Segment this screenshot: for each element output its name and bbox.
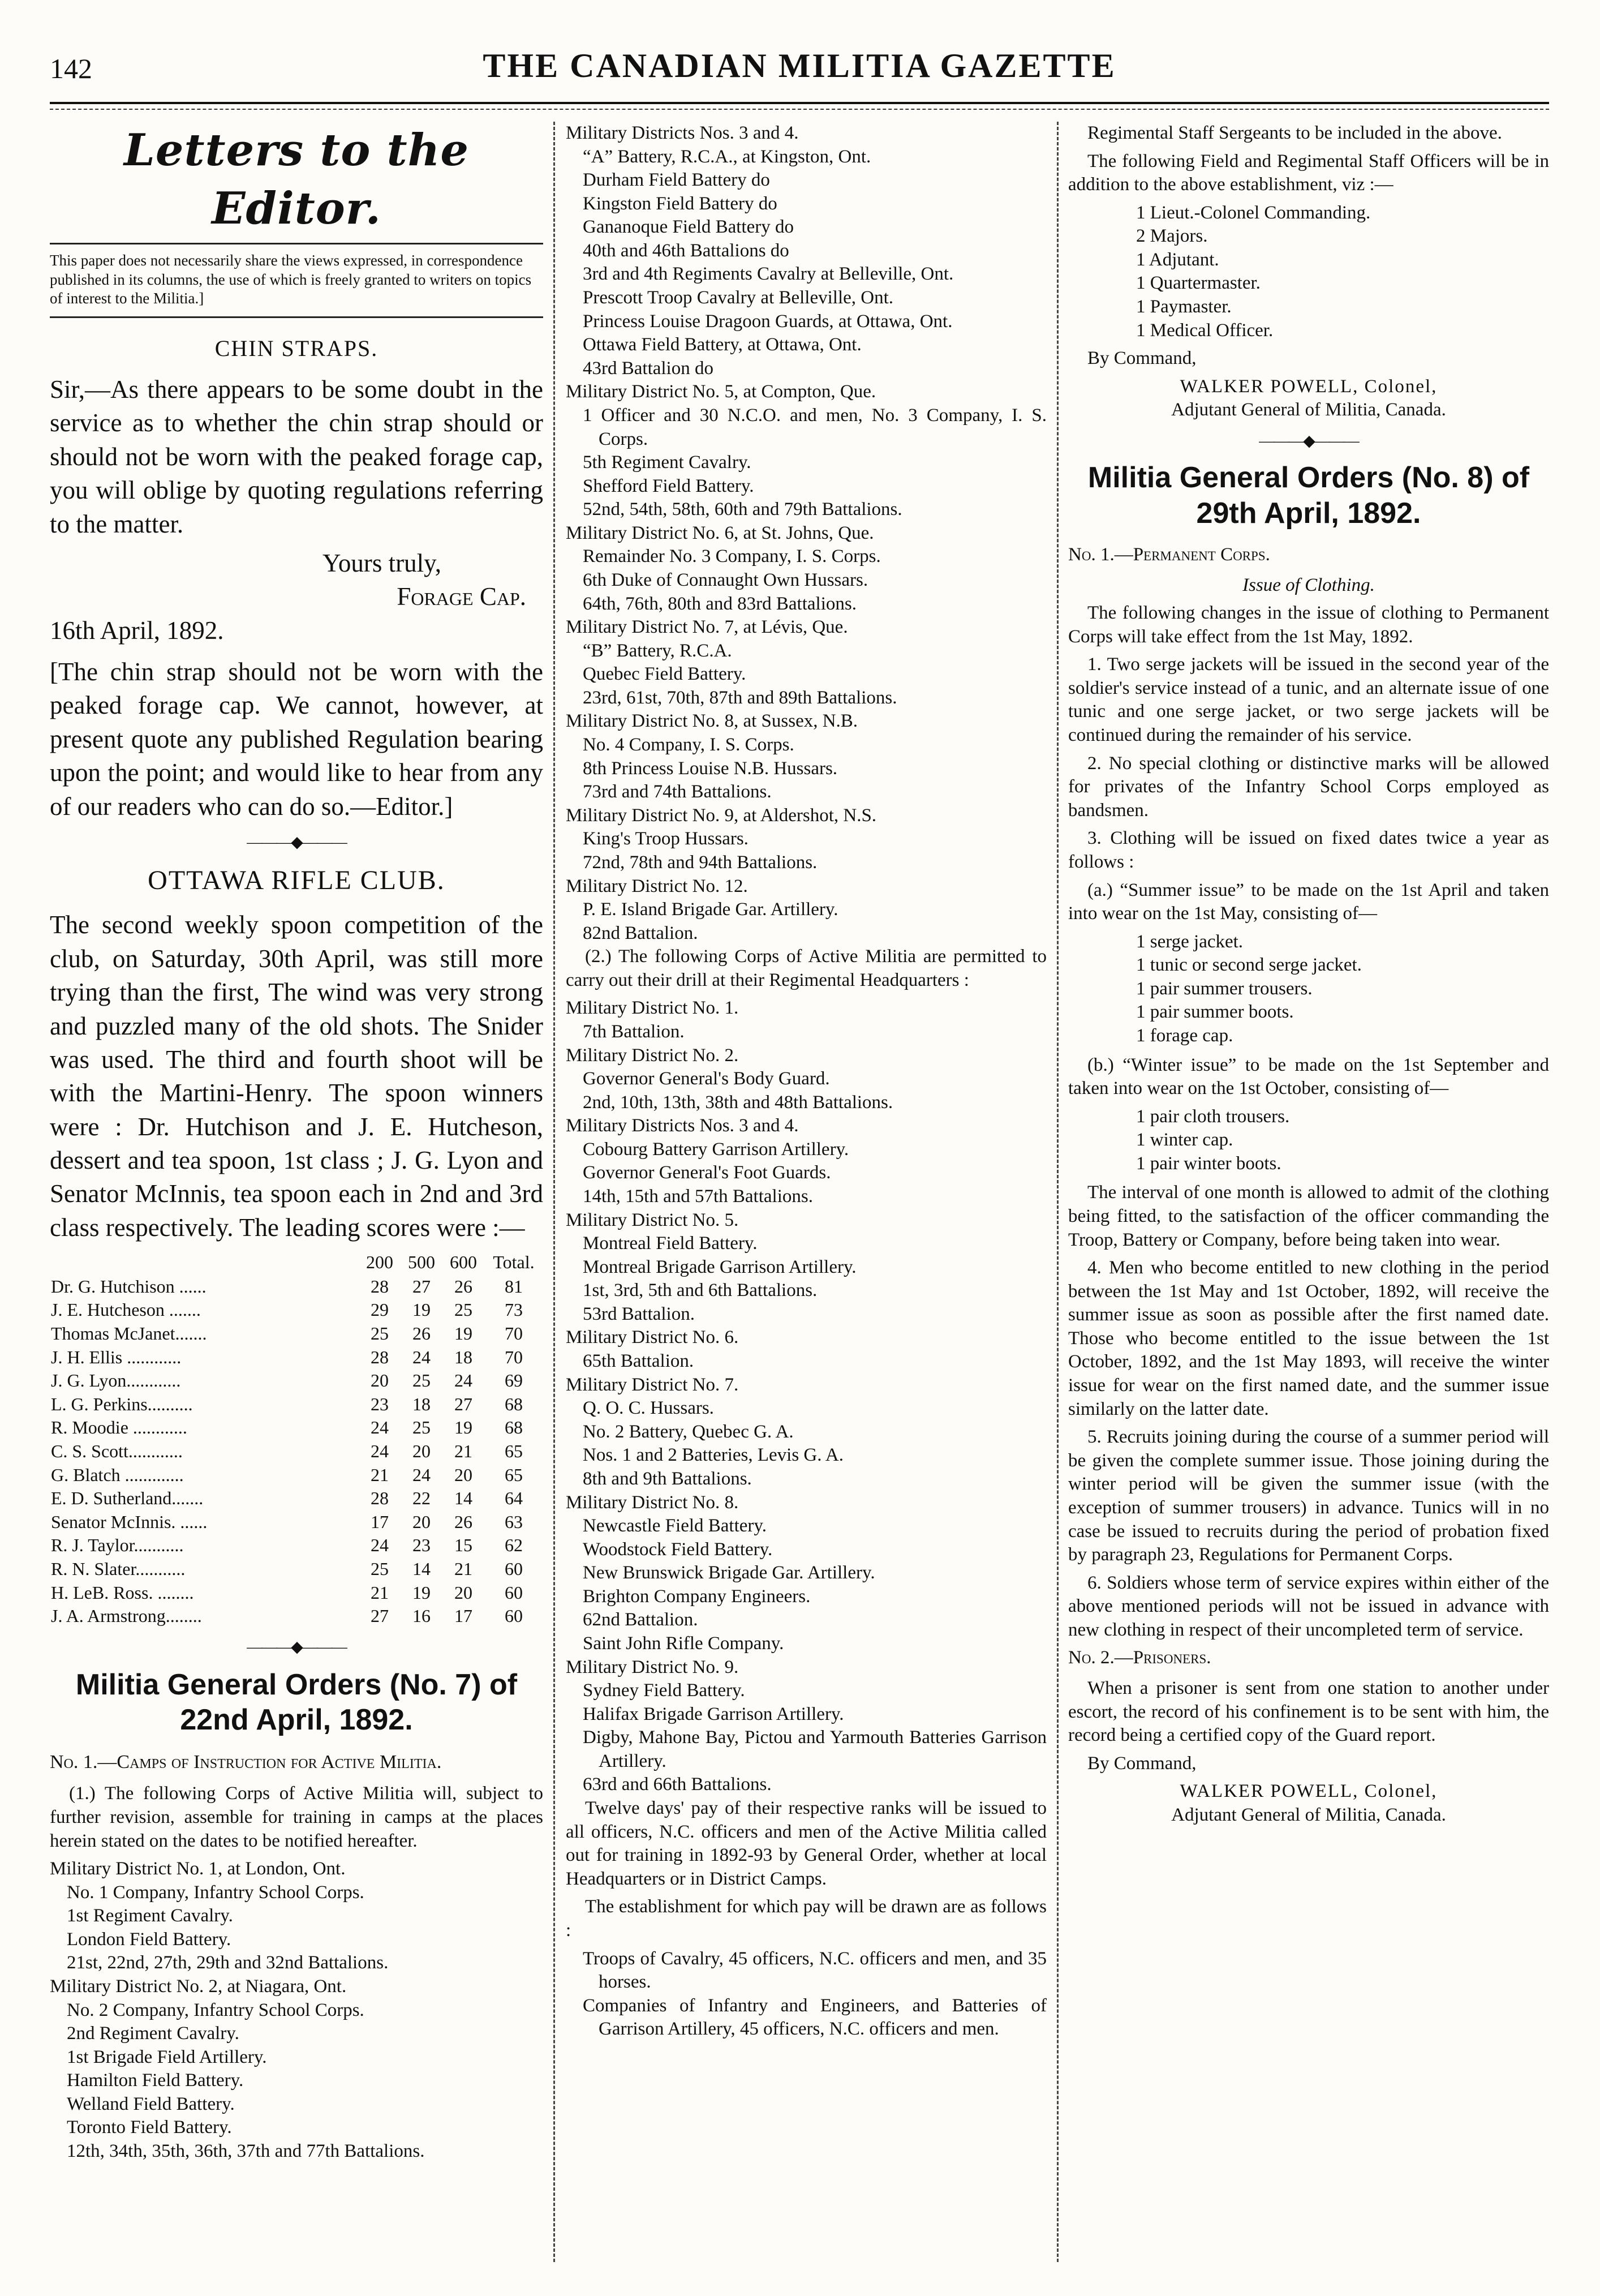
unit-line: Troops of Cavalry, 45 officers, N.C. officers and men, and 35 horses. — [583, 1948, 1047, 1993]
district-line: Military District No. 1. — [566, 998, 739, 1019]
district-line: Military Districts Nos. 3 and 4. — [566, 123, 799, 143]
score-cell: 18 — [412, 1393, 431, 1414]
score-cell: 25 — [412, 1370, 431, 1391]
column-divider-1 — [553, 122, 555, 2262]
unit-line: 43rd Battalion do — [583, 358, 713, 379]
scores-header-cell: 500 — [408, 1252, 435, 1273]
by-command: By Command, — [1087, 348, 1197, 369]
score-cell: Dr. G. Hutchison ...... — [51, 1276, 207, 1297]
paragraph: Twelve days' pay of their respective ranks will be issued to all officers, N.C. officers and men of the Active Militia called out for training in 1892-93 by General Order, whether at local Headquarters or in District Camps. — [566, 1798, 1047, 1889]
score-cell: 29 — [371, 1299, 389, 1320]
score-cell: 25 — [454, 1299, 472, 1320]
score-cell: L. G. Perkins.......... — [51, 1393, 193, 1414]
unit-line: New Brunswick Brigade Gar. Artillery. — [583, 1563, 875, 1583]
issue-of-clothing-heading: Issue of Clothing. — [1242, 574, 1375, 595]
score-row — [50, 1557, 543, 1581]
unit-line: 1 Officer and 30 N.C.O. and men, No. 3 Company, I. S. Corps. — [583, 405, 1047, 449]
score-row — [50, 1464, 543, 1487]
score-cell: 25 — [371, 1323, 389, 1344]
column-divider-2 — [1057, 122, 1059, 2262]
district-line: Military District No. 7. — [566, 1374, 739, 1395]
unit-line: Nos. 1 and 2 Batteries, Levis G. A. — [583, 1445, 844, 1466]
paragraph: The establishment for which pay will be drawn are as follows : — [566, 1896, 1047, 1941]
score-cell: 16 — [412, 1606, 431, 1626]
district-line: Military District No. 8. — [566, 1492, 739, 1513]
unit-line: 23rd, 61st, 70th, 87th and 89th Battalions. — [583, 687, 897, 708]
unit-line: P. E. Island Brigade Gar. Artillery. — [583, 899, 838, 920]
score-cell: 20 — [412, 1511, 431, 1532]
rule — [50, 316, 543, 318]
unit-line: 1st Brigade Field Artillery. — [67, 2046, 267, 2067]
unit-line: 82nd Battalion. — [583, 922, 698, 943]
score-cell: 14 — [412, 1558, 431, 1579]
score-cell: 27 — [412, 1276, 431, 1297]
score-cell: 23 — [412, 1535, 431, 1556]
unit-line: 1st Regiment Cavalry. — [67, 1906, 233, 1926]
paragraph: 2. No special clothing or distinctive marks will be allowed for privates of the Infantry School Corps employed as bandsmen. — [1068, 753, 1549, 821]
unit-line: Prescott Troop Cavalry at Belleville, Ont. — [583, 287, 894, 308]
score-cell: 15 — [454, 1535, 472, 1556]
unit-line: 2nd Regiment Cavalry. — [67, 2023, 239, 2044]
unit-line: 6th Duke of Connaught Own Hussars. — [583, 569, 868, 590]
score-row — [50, 1275, 543, 1299]
officers-list — [1068, 201, 1549, 342]
score-cell: 21 — [371, 1582, 389, 1603]
unit-line: Montreal Field Battery. — [583, 1233, 758, 1254]
score-cell: 70 — [505, 1346, 523, 1367]
paragraph: The interval of one month is allowed to admit of the clothing being fitted, to the satisfaction of the officer commanding the Troop, Battery or Company, before being taken into wear. — [1068, 1182, 1549, 1250]
score-cell: 26 — [454, 1276, 472, 1297]
camps-list — [50, 1857, 543, 2164]
signature-title: Adjutant General of Militia, Canada. — [1171, 1804, 1446, 1825]
score-cell: 63 — [505, 1511, 523, 1532]
score-cell: 24 — [412, 1464, 431, 1485]
letters-heading: Letters to the Editor. — [124, 125, 469, 234]
camps-intro: (1.) The following Corps of Active Militia will, subject to further revision, assemble for training in camps at the places herein stated on the dates to be notified hereafter. — [50, 1783, 543, 1851]
unit-line: Quebec Field Battery. — [583, 664, 746, 685]
score-cell: 24 — [371, 1417, 389, 1438]
unit-line: 12th, 34th, 35th, 36th, 37th and 77th Battalions. — [67, 2141, 425, 2162]
score-cell: 73 — [505, 1299, 523, 1320]
score-cell: 28 — [371, 1346, 389, 1367]
score-cell: 25 — [371, 1558, 389, 1579]
unit-line: Brighton Company Engineers. — [583, 1586, 811, 1607]
score-cell: 24 — [454, 1370, 472, 1391]
score-cell: 65 — [505, 1464, 523, 1485]
prisoners-para: When a prisoner is sent from one station to another under escort, the record of his confinement is to be sent with him, the record being a certified copy of the Guard report. — [1068, 1678, 1549, 1746]
paragraph: 4. Men who become entitled to new clothing in the period between the 1st May and 1st October, 1892, will receive the summer issue as soon as possible after the first named date. Those who become entitled to the issue between the 1st October, 1892, and the 1st May 1893, will receive the winter issue for wear on the first named date, and the summer issue similarly on the latter date. — [1068, 1258, 1549, 1419]
header-rule — [50, 102, 1549, 104]
unit-line: Gananoque Field Battery do — [583, 217, 794, 238]
unit-line: 73rd and 74th Battalions. — [583, 782, 772, 802]
score-cell: 81 — [505, 1276, 523, 1297]
unit-line: 14th, 15th and 57th Battalions. — [583, 1186, 813, 1207]
score-cell: 24 — [371, 1441, 389, 1461]
letter-signature: Forage Cap. — [397, 582, 526, 611]
unit-line: No. 2 Battery, Quebec G. A. — [583, 1421, 794, 1442]
unit-line: 8th Princess Louise N.B. Hussars. — [583, 758, 838, 779]
district-line: Military District No. 7, at Lévis, Que. — [566, 617, 848, 638]
disclaimer: This paper does not necessarily share the views expressed, in correspondence published in its columns, the use of which is freely granted to writers on topics of interest to the Militia.] — [50, 251, 532, 307]
score-cell: 65 — [505, 1441, 523, 1461]
summer-item: 1 forage cap. — [1136, 1025, 1233, 1046]
score-cell: 62 — [505, 1535, 523, 1556]
district-line: Military District No. 1, at London, Ont. — [50, 1859, 346, 1879]
rifle-club-text: The second weekly spoon competition of the club, on Saturday, 30th April, was still more trying than the first, The wind was very strong and puzzled many of the old shots. The Snider was used. The third and fourth shoot will be with the Martini-Henry. The spoon winners were : Dr. Hutchison and J. E. Hutcheson, dessert and tea spoon, 1st class ; J. G. Lyon and Senator McInnis, tea spoon each in 2nd and 3rd class respectively. The leading scores were :— — [50, 911, 543, 1242]
score-cell: 19 — [412, 1299, 431, 1320]
scores-header-cell: Total. — [493, 1252, 535, 1273]
score-row — [50, 1440, 543, 1464]
unit-line: Remainder No. 3 Company, I. S. Corps. — [583, 546, 881, 567]
score-cell: 25 — [412, 1417, 431, 1438]
rifle-club-title: OTTAWA RIFLE CLUB. — [148, 865, 445, 895]
district-line: Military District No. 6. — [566, 1327, 739, 1348]
winter-item: 1 pair cloth trousers. — [1136, 1106, 1290, 1127]
camps-heading: No. 1.—Camps of Instruction for Active Militia. — [50, 1752, 442, 1773]
clothing-paragraphs-continued — [1068, 1181, 1549, 1642]
unit-line: Hamilton Field Battery. — [67, 2070, 244, 2091]
score-cell: 20 — [454, 1582, 472, 1603]
score-cell: E. D. Sutherland....... — [51, 1488, 204, 1509]
score-cell: 21 — [371, 1464, 389, 1485]
score-row — [50, 1510, 543, 1534]
unit-line: Saint John Rifle Company. — [583, 1633, 784, 1654]
unit-line: 2nd, 10th, 13th, 38th and 48th Battalions. — [583, 1092, 893, 1113]
score-cell: Senator McInnis. ...... — [51, 1511, 208, 1532]
score-cell: 20 — [371, 1370, 389, 1391]
unit-line: Governor General's Body Guard. — [583, 1068, 830, 1089]
unit-line: Ottawa Field Battery, at Ottawa, Ont. — [583, 334, 862, 355]
score-cell: R. Moodie ............ — [51, 1417, 187, 1438]
score-cell: 24 — [371, 1535, 389, 1556]
separator: ———◆——— — [1259, 432, 1358, 450]
unit-line: No. 2 Company, Infantry School Corps. — [67, 1999, 364, 2020]
gazette-title: THE CANADIAN MILITIA GAZETTE — [483, 47, 1116, 84]
winter-item: 1 pair winter boots. — [1136, 1153, 1281, 1174]
score-cell: R. N. Slater........... — [51, 1558, 186, 1579]
score-cell: J. H. Ellis ............ — [51, 1346, 182, 1367]
score-row — [50, 1346, 543, 1370]
editor-reply: [The chin strap should not be worn with the peaked forage cap. We cannot, however, at present quote any published Regulation bearing upon the point; and would like to hear from any of our readers who can do so.—Editor.] — [50, 658, 543, 821]
scores-header-row — [50, 1250, 543, 1275]
score-cell: 23 — [371, 1393, 389, 1414]
scores-header-cell: 600 — [450, 1252, 477, 1273]
signature-block — [1068, 1780, 1549, 1827]
unit-line: No. 1 Company, Infantry School Corps. — [67, 1882, 364, 1903]
column-3 — [1068, 122, 1549, 2273]
officer-item: 1 Lieut.-Colonel Commanding. — [1136, 202, 1371, 223]
letter-date: 16th April, 1892. — [50, 616, 224, 645]
scores-body — [50, 1275, 543, 1628]
officer-item: 1 Medical Officer. — [1136, 320, 1274, 341]
score-cell: 20 — [454, 1464, 472, 1485]
unit-line: 52nd, 54th, 58th, 60th and 79th Battalions. — [583, 499, 902, 520]
letter-closing — [50, 547, 543, 580]
officer-item: 1 Paymaster. — [1136, 297, 1232, 317]
scores-table — [50, 1250, 543, 1628]
officer-item: 1 Adjutant. — [1136, 249, 1219, 270]
paragraph: 6. Soldiers whose term of service expires within either of the above mentioned periods will not be issued in advance with new clothing in respect of their uncompleted term of service. — [1068, 1572, 1549, 1640]
score-row — [50, 1604, 543, 1628]
score-row — [50, 1369, 543, 1393]
unit-line: Q. O. C. Hussars. — [583, 1398, 714, 1419]
camps-list-continued — [566, 122, 1047, 2041]
orders-7-title: Militia General Orders (No. 7) of 22nd April, 1892. — [75, 1668, 518, 1737]
score-cell: 20 — [412, 1441, 431, 1461]
unit-line: 3rd and 4th Regiments Cavalry at Belleville, Ont. — [583, 264, 954, 285]
unit-line: Shefford Field Battery. — [583, 475, 754, 496]
unit-line: “B” Battery, R.C.A. — [583, 640, 732, 661]
unit-line: No. 4 Company, I. S. Corps. — [583, 735, 794, 756]
unit-line: Montreal Brigade Garrison Artillery. — [583, 1256, 857, 1277]
score-cell: 19 — [454, 1417, 472, 1438]
unit-line: 40th and 46th Battalions do — [583, 240, 789, 261]
unit-line: Newcastle Field Battery. — [583, 1516, 767, 1537]
score-cell: Thomas McJanet....... — [51, 1323, 207, 1344]
by-command: By Command, — [1087, 1753, 1197, 1774]
unit-line: 62nd Battalion. — [583, 1610, 698, 1630]
orders-8-title: Militia General Orders (No. 8) of 29th April, 1892. — [1087, 461, 1530, 530]
score-cell: J. G. Lyon............ — [51, 1370, 181, 1391]
unit-line: Welland Field Battery. — [67, 2093, 235, 2114]
unit-line: Digby, Mahone Bay, Pictou and Yarmouth Batteries Garrison Artillery. — [583, 1727, 1047, 1771]
district-line: Military District No. 8, at Sussex, N.B. — [566, 711, 858, 732]
officer-item: 1 Quartermaster. — [1136, 273, 1261, 294]
score-cell: J. E. Hutcheson ....... — [51, 1299, 201, 1320]
unit-line: 53rd Battalion. — [583, 1303, 695, 1324]
district-line: Military District No. 12. — [566, 876, 748, 896]
score-row — [50, 1322, 543, 1346]
unit-line: 65th Battalion. — [583, 1351, 694, 1372]
district-line: Military District No. 9. — [566, 1656, 739, 1677]
unit-line: London Field Battery. — [67, 1929, 231, 1950]
column-1 — [50, 122, 543, 2273]
permanent-corps-heading: No. 1.—Permanent Corps. — [1068, 544, 1270, 565]
score-cell: 60 — [505, 1558, 523, 1579]
unit-line: Halifax Brigade Garrison Artillery. — [583, 1703, 844, 1724]
unit-line: Durham Field Battery do — [583, 170, 770, 191]
unit-line: 8th and 9th Battalions. — [583, 1468, 752, 1489]
score-cell: 19 — [454, 1323, 472, 1344]
paragraph: 5. Recruits joining during the course of a summer period will be given the complete summer issue. Those joining during the winter period will be given the summer issue (with the exception of summer trousers) in advance. Tunics will in no case be issued to recruits during the period of probation fixed by paragraph 23, Regulations for Permanent Corps. — [1068, 1427, 1549, 1565]
summer-item: 1 pair summer boots. — [1136, 1002, 1294, 1023]
score-cell: 24 — [412, 1346, 431, 1367]
paragraph: 1. Two serge jackets will be issued in the second year of the soldier's service instead of a tunic, and an alternate issue of one tunic and one serge jacket, or two serge jackets will be continued during the remainder of his service. — [1068, 654, 1549, 746]
officers-para: The following Field and Regimental Staff Officers will be in addition to the above establishment, viz :— — [1068, 151, 1549, 195]
score-row — [50, 1534, 543, 1557]
score-cell: 14 — [454, 1488, 472, 1509]
signature-name: WALKER POWELL, Colonel, — [1180, 376, 1438, 397]
unit-line: Kingston Field Battery do — [583, 193, 777, 214]
score-cell: 17 — [454, 1606, 472, 1626]
unit-line: 21st, 22nd, 27th, 29th and 32nd Battalions. — [67, 1952, 389, 1973]
district-line: Military District No. 2. — [566, 1045, 739, 1066]
header-rule-dashed — [50, 109, 1549, 110]
unit-line: 72nd, 78th and 94th Battalions. — [583, 852, 818, 873]
unit-line: Woodstock Field Battery. — [583, 1539, 773, 1560]
rule — [50, 243, 543, 244]
page-number: 142 — [50, 53, 92, 84]
unit-line: Governor General's Foot Guards. — [583, 1162, 831, 1183]
signature-name: WALKER POWELL, Colonel, — [1180, 1781, 1438, 1802]
score-row — [50, 1416, 543, 1440]
paragraph: (a.) “Summer issue” to be made on the 1st April and taken into wear on the 1st May, consisting of— — [1068, 879, 1549, 924]
score-cell: 19 — [412, 1582, 431, 1603]
score-cell: R. J. Taylor........... — [51, 1535, 184, 1556]
score-row — [50, 1393, 543, 1417]
winter-para: (b.) “Winter issue” to be made on the 1st September and taken into wear on the 1st October, consisting of— — [1068, 1054, 1549, 1099]
score-cell: 60 — [505, 1606, 523, 1626]
unit-line: 63rd and 66th Battalions. — [583, 1774, 772, 1795]
score-cell: 28 — [371, 1488, 389, 1509]
score-cell: 70 — [505, 1323, 523, 1344]
closing-text: Yours truly, — [322, 548, 441, 577]
score-row — [50, 1581, 543, 1605]
score-cell: C. S. Scott............ — [51, 1441, 183, 1461]
score-cell: 26 — [412, 1323, 431, 1344]
signature-block — [1068, 375, 1549, 422]
score-cell: 18 — [454, 1346, 472, 1367]
score-row — [50, 1487, 543, 1510]
score-cell: 69 — [505, 1370, 523, 1391]
unit-line: 7th Battalion. — [583, 1021, 685, 1042]
separator: ———◆——— — [247, 1638, 346, 1656]
unit-line: 5th Regiment Cavalry. — [583, 452, 751, 473]
score-cell: J. A. Armstrong........ — [51, 1606, 202, 1626]
scores-header-cell: 200 — [366, 1252, 393, 1273]
unit-line: King's Troop Hussars. — [583, 829, 749, 849]
score-cell: 68 — [505, 1417, 523, 1438]
chin-straps-letter: Sir,—As there appears to be some doubt in the service as to whether the chin strap should or should not be worn with the peaked forage cap, you will oblige by quoting regulations referring to the matter. — [50, 375, 543, 538]
score-cell: 17 — [371, 1511, 389, 1532]
unit-line: Cobourg Battery Garrison Artillery. — [583, 1139, 849, 1160]
score-cell: 26 — [454, 1511, 472, 1532]
summer-item: 1 pair summer trousers. — [1136, 978, 1313, 999]
staff-para: Regimental Staff Sergeants to be included in the above. — [1087, 123, 1502, 143]
district-line: Military District No. 9, at Aldershot, N.S. — [566, 805, 877, 826]
officer-item: 2 Majors. — [1136, 226, 1208, 247]
clothing-paragraphs — [1068, 602, 1549, 926]
district-line: Military District No. 2, at Niagara, Ont. — [50, 1976, 347, 1997]
unit-line: 64th, 76th, 80th and 83rd Battalions. — [583, 593, 857, 614]
score-cell: 21 — [454, 1558, 472, 1579]
score-cell: 60 — [505, 1582, 523, 1603]
unit-line: 1st, 3rd, 5th and 6th Battalions. — [583, 1280, 818, 1301]
signature-title: Adjutant General of Militia, Canada. — [1171, 400, 1446, 420]
separator: ———◆——— — [247, 834, 346, 852]
score-row — [50, 1298, 543, 1322]
unit-line: Companies of Infantry and Engineers, and Batteries of Garrison Artillery, 45 officers, N.C. officers and men. — [583, 1995, 1047, 2040]
summer-item: 1 tunic or second serge jacket. — [1136, 955, 1362, 976]
unit-line: “A” Battery, R.C.A., at Kingston, Ont. — [583, 146, 871, 167]
unit-line: Princess Louise Dragoon Guards, at Ottawa, Ont. — [583, 311, 953, 332]
district-line: Military District No. 5, at Compton, Que. — [566, 381, 876, 402]
paragraph: (2.) The following Corps of Active Militia are permitted to carry out their drill at their Regimental Headquarters : — [566, 946, 1047, 990]
score-cell: H. LeB. Ross. ........ — [51, 1582, 194, 1603]
paragraph: 3. Clothing will be issued on fixed dates twice a year as follows : — [1068, 828, 1549, 872]
summer-items-list — [1068, 930, 1549, 1048]
district-line: Military Districts Nos. 3 and 4. — [566, 1115, 799, 1136]
district-line: Military District No. 5. — [566, 1209, 739, 1230]
unit-line: Sydney Field Battery. — [583, 1680, 745, 1701]
score-cell: G. Blatch ............. — [51, 1464, 184, 1485]
score-cell: 64 — [505, 1488, 523, 1509]
chin-straps-title: CHIN STRAPS. — [214, 336, 379, 362]
page-header — [50, 44, 1549, 95]
score-cell: 21 — [454, 1441, 472, 1461]
unit-line: Toronto Field Battery. — [67, 2117, 232, 2138]
score-cell: 27 — [371, 1606, 389, 1626]
score-cell: 27 — [454, 1393, 472, 1414]
score-cell: 28 — [371, 1276, 389, 1297]
scores-header-cell — [50, 1250, 359, 1275]
winter-item: 1 winter cap. — [1136, 1130, 1233, 1151]
district-line: Military District No. 6, at St. Johns, Que. — [566, 522, 874, 543]
paragraph: The following changes in the issue of clothing to Permanent Corps will take effect from the 1st May, 1892. — [1068, 603, 1549, 647]
score-cell: 22 — [412, 1488, 431, 1509]
score-cell: 68 — [505, 1393, 523, 1414]
winter-items-list — [1068, 1105, 1549, 1176]
summer-item: 1 serge jacket. — [1136, 931, 1244, 952]
column-2 — [566, 122, 1047, 2273]
prisoners-heading: No. 2.—Prisoners. — [1068, 1647, 1211, 1668]
